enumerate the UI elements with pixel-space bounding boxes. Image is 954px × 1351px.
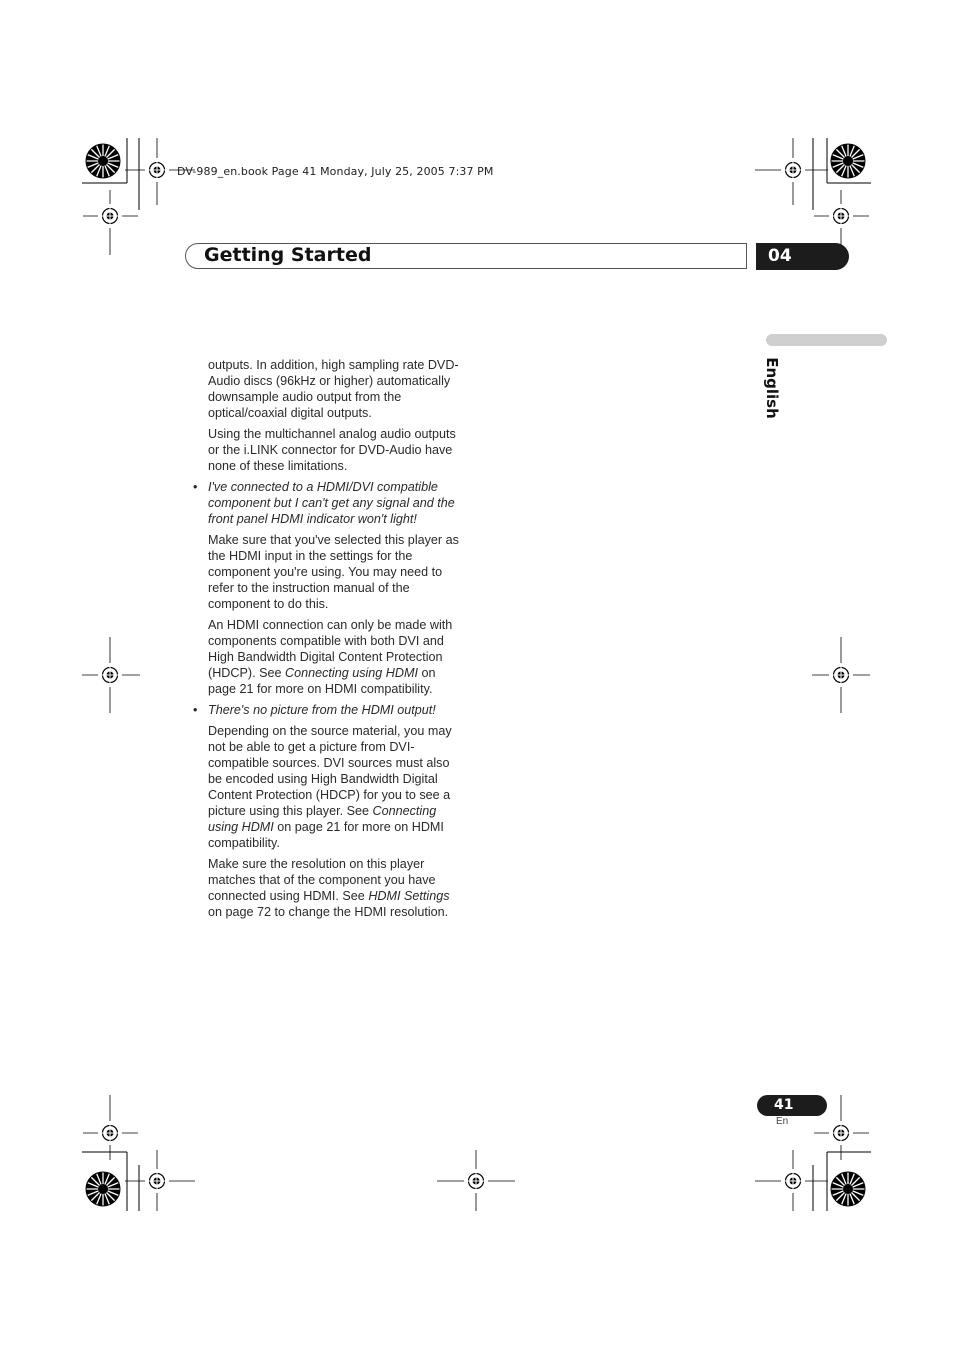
troubleshooting-question: I've connected to a HDMI/DVI compatible component but I can't get any signal and the front panel HDMI indicator won't light! [208,480,455,526]
paragraph: An HDMI connection can only be made with components compatible with both DVI and High Bandwidth Digital Content Protection (HDCP). See Connecting using HDMI on page 21 for more on HDMI compatibility. [208,618,453,696]
bullet-icon: • [193,480,198,494]
cross-reference: HDMI Settings [368,889,450,903]
language-tab-bar [766,334,887,346]
body-text-column [193,357,463,925]
paragraph: outputs. In addition, high sampling rate DVD-Audio discs (96kHz or higher) automatically downsample audio output from the optical/coaxial digital outputs. [208,358,459,420]
troubleshooting-item [193,702,463,718]
language-tab-label: English [763,357,781,419]
paragraph: Make sure the resolution on this player matches that of the component you have connected using HDMI. See HDMI Settings on page 72 to change the HDMI resolution. [208,857,450,919]
cross-reference: Connecting using HDMI [208,804,437,834]
chapter-number: 04 [768,246,792,266]
paragraph: Using the multichannel analog audio outputs or the i.LINK connector for DVD-Audio have none of these limitations. [208,427,456,473]
troubleshooting-item [193,479,463,527]
paragraph: Make sure that you've selected this player as the HDMI input in the settings for the component you're using. You may need to refer to the instruction manual of the component to do this. [208,533,459,611]
page-number: 41 [774,1097,794,1113]
paragraph: Depending on the source material, you may not be able to get a picture from DVI-compatible sources. DVI sources must also be encoded using High Bandwidth Digital Content Protection (HDCP) for you to see a picture using this player. See Connecting using HDMI on page 21 for more on HDMI compatibility. [208,724,452,850]
troubleshooting-question: There's no picture from the HDMI output! [208,703,436,717]
section-title: Getting Started [204,244,372,266]
bullet-icon: • [193,703,198,717]
page-language-code: En [776,1116,789,1127]
print-header: DV-989_en.book Page 41 Monday, July 25, 2005 7:37 PM [177,165,494,178]
cross-reference: Connecting using HDMI [284,666,418,680]
